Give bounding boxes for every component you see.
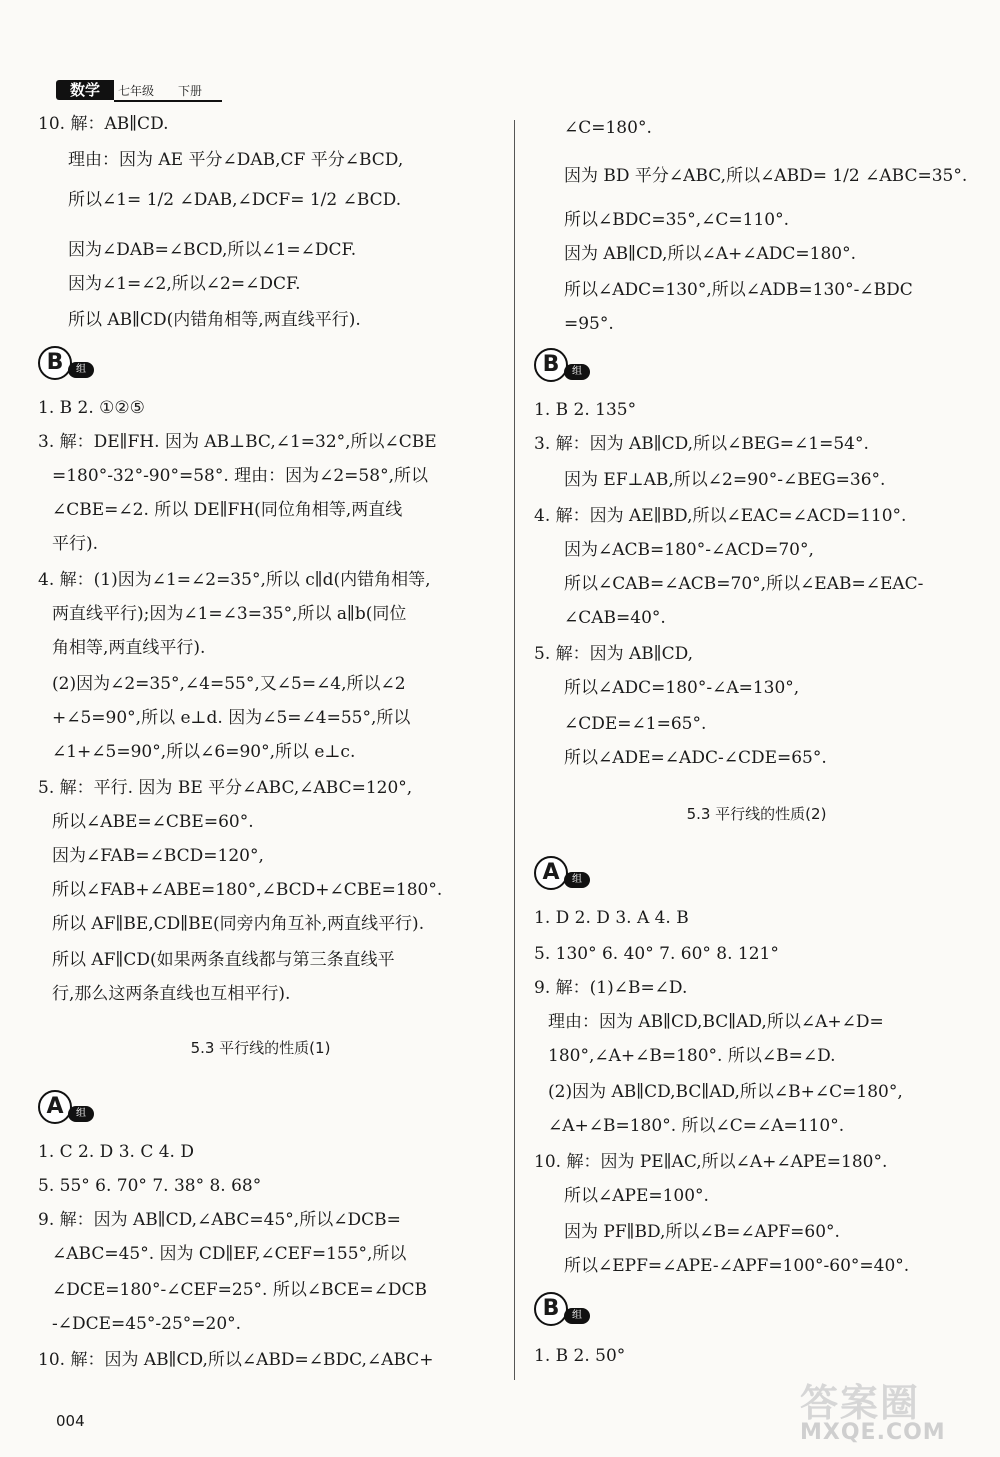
answer-line: =95°. bbox=[564, 314, 614, 334]
answer-line: 理由：因为 AB∥CD,BC∥AD,所以∠A+∠D= bbox=[548, 1012, 884, 1032]
answer-line: -∠DCE=45°-25°=20°. bbox=[52, 1314, 242, 1334]
watermark bbox=[800, 1372, 990, 1452]
answer-line: 所以 AF∥CD(如果两条直线都与第三条直线平 bbox=[52, 950, 395, 970]
answer-line: 1. C 2. D 3. C 4. D bbox=[38, 1142, 194, 1162]
group-label: 组 bbox=[564, 872, 590, 888]
answer-line: 所以∠BDC=35°,∠C=110°. bbox=[564, 210, 790, 230]
answer-line: 所以 AF∥BE,CD∥BE(同旁内角互补,两直线平行). bbox=[52, 914, 425, 934]
group-b-badge bbox=[38, 346, 96, 382]
answer-line: 5. 解：因为 AB∥CD, bbox=[534, 644, 694, 664]
answer-line: =180°-32°-90°=58°. 理由：因为∠2=58°,所以 bbox=[52, 466, 428, 486]
answer-line: 1. B 2. 50° bbox=[534, 1346, 626, 1366]
watermark-url: MXQE.COM bbox=[800, 1420, 946, 1445]
group-a-badge bbox=[38, 1090, 96, 1126]
group-a-letter: A bbox=[534, 856, 568, 890]
answer-line: 1. B 2. 135° bbox=[534, 400, 637, 420]
answer-line: 因为 PF∥BD,所以∠B=∠APF=60°. bbox=[564, 1222, 840, 1242]
header-rule bbox=[114, 100, 222, 102]
answer-line: +∠5=90°,所以 e⊥d. 因为∠5=∠4=55°,所以 bbox=[52, 708, 411, 728]
answer-line: 10. 解：因为 PE∥AC,所以∠A+∠APE=180°. bbox=[534, 1152, 888, 1172]
answer-line: 平行). bbox=[52, 534, 99, 554]
group-a-letter: A bbox=[38, 1090, 72, 1124]
answer-line: 所以∠FAB+∠ABE=180°,∠BCD+∠CBE=180°. bbox=[52, 880, 443, 900]
group-b-badge bbox=[534, 348, 592, 384]
group-b-badge bbox=[534, 1292, 592, 1328]
answer-line: ∠A+∠B=180°. 所以∠C=∠A=110°. bbox=[548, 1116, 845, 1136]
answer-line: 因为∠ACB=180°-∠ACD=70°, bbox=[564, 540, 814, 560]
volume-label: 下册 bbox=[178, 84, 203, 98]
group-b-letter: B bbox=[38, 346, 72, 380]
answer-line: 所以∠ABE=∠CBE=60°. bbox=[52, 812, 254, 832]
answer-line: 因为 BD 平分∠ABC,所以∠ABD= 1/2 ∠ABC=35°. bbox=[564, 166, 968, 186]
group-a-badge bbox=[534, 856, 592, 892]
answer-line: 所以∠ADE=∠ADC-∠CDE=65°. bbox=[564, 748, 827, 768]
answer-line: 角相等,两直线平行). bbox=[52, 638, 206, 658]
answer-line: 因为∠FAB=∠BCD=120°, bbox=[52, 846, 264, 866]
answer-line: 10. 解：因为 AB∥CD,所以∠ABD=∠BDC,∠ABC+ bbox=[38, 1350, 434, 1370]
answer-line: 行,那么这两条直线也互相平行). bbox=[52, 984, 291, 1004]
answer-line: ∠C=180°. bbox=[564, 118, 652, 138]
answer-line: 4. 解：因为 AE∥BD,所以∠EAC=∠ACD=110°. bbox=[534, 506, 907, 526]
answer-line: ∠DCE=180°-∠CEF=25°. 所以∠BCE=∠DCB bbox=[52, 1280, 427, 1300]
section-title: 5.3 平行线的性质(2) bbox=[686, 805, 827, 823]
group-b-letter: B bbox=[534, 1292, 568, 1326]
answer-line: ∠CDE=∠1=65°. bbox=[564, 714, 707, 734]
answer-line: 3. 解：因为 AB∥CD,所以∠BEG=∠1=54°. bbox=[534, 434, 869, 454]
answer-line: 10. 解：AB∥CD. bbox=[38, 114, 169, 134]
column-divider bbox=[514, 120, 515, 1380]
answer-line: 因为 AB∥CD,所以∠A+∠ADC=180°. bbox=[564, 244, 856, 264]
answer-line: 4. 解：(1)因为∠1=∠2=35°,所以 c∥d(内错角相等, bbox=[38, 570, 431, 590]
answer-line: 所以∠1= 1/2 ∠DAB,∠DCF= 1/2 ∠BCD. bbox=[68, 190, 402, 210]
answer-line: ∠ABC=45°. 因为 CD∥EF,∠CEF=155°,所以 bbox=[52, 1244, 407, 1264]
group-label: 组 bbox=[564, 364, 590, 380]
group-label: 组 bbox=[68, 362, 94, 378]
answer-line: 9. 解：因为 AB∥CD,∠ABC=45°,所以∠DCB= bbox=[38, 1210, 401, 1230]
answer-line: 所以 AB∥CD(内错角相等,两直线平行). bbox=[68, 310, 361, 330]
page-header bbox=[56, 80, 222, 102]
answer-line: 9. 解：(1)∠B=∠D. bbox=[534, 978, 688, 998]
answer-line: 5. 130° 6. 40° 7. 60° 8. 121° bbox=[534, 944, 779, 964]
answer-line: 两直线平行);因为∠1=∠3=35°,所以 a∥b(同位 bbox=[52, 604, 407, 624]
answer-line: 因为 EF⊥AB,所以∠2=90°-∠BEG=36°. bbox=[564, 470, 886, 490]
group-label: 组 bbox=[68, 1106, 94, 1122]
answer-line: 所以∠APE=100°. bbox=[564, 1186, 709, 1206]
answer-line: 所以∠ADC=130°,所以∠ADB=130°-∠BDC bbox=[564, 280, 913, 300]
answer-line: 5. 55° 6. 70° 7. 38° 8. 68° bbox=[38, 1176, 262, 1196]
group-b-letter: B bbox=[534, 348, 568, 382]
answer-line: 1. D 2. D 3. A 4. B bbox=[534, 908, 689, 928]
answer-line: ∠CBE=∠2. 所以 DE∥FH(同位角相等,两直线 bbox=[52, 500, 403, 520]
answer-line: (2)因为∠2=35°,∠4=55°,又∠5=∠4,所以∠2 bbox=[52, 674, 406, 694]
answer-line: 所以∠EPF=∠APE-∠APF=100°-60°=40°. bbox=[564, 1256, 910, 1276]
answer-line: (2)因为 AB∥CD,BC∥AD,所以∠B+∠C=180°, bbox=[548, 1082, 903, 1102]
watermark-title: 答案圈 bbox=[800, 1381, 921, 1425]
answer-line: ∠1+∠5=90°,所以∠6=90°,所以 e⊥c. bbox=[52, 742, 356, 762]
answer-line: 理由：因为 AE 平分∠DAB,CF 平分∠BCD, bbox=[68, 150, 404, 170]
answer-line: 3. 解：DE∥FH. 因为 AB⊥BC,∠1=32°,所以∠CBE bbox=[38, 432, 437, 452]
section-title: 5.3 平行线的性质(1) bbox=[190, 1039, 331, 1057]
answer-line: 因为∠1=∠2,所以∠2=∠DCF. bbox=[68, 274, 301, 294]
answer-line: 1. B 2. ①②⑤ bbox=[38, 398, 145, 418]
answer-line: 所以∠ADC=180°-∠A=130°, bbox=[564, 678, 800, 698]
grade-label: 七年级 bbox=[118, 84, 155, 98]
group-label: 组 bbox=[564, 1308, 590, 1324]
subject-label: 数学 bbox=[56, 80, 114, 100]
answer-line: 5. 解：平行. 因为 BE 平分∠ABC,∠ABC=120°, bbox=[38, 778, 413, 798]
answer-line: 因为∠DAB=∠BCD,所以∠1=∠DCF. bbox=[68, 240, 357, 260]
answer-line: 所以∠CAB=∠ACB=70°,所以∠EAB=∠EAC- bbox=[564, 574, 924, 594]
page-number: 004 bbox=[56, 1412, 85, 1430]
answer-line: 180°,∠A+∠B=180°. 所以∠B=∠D. bbox=[548, 1046, 836, 1066]
answer-line: ∠CAB=40°. bbox=[564, 608, 666, 628]
